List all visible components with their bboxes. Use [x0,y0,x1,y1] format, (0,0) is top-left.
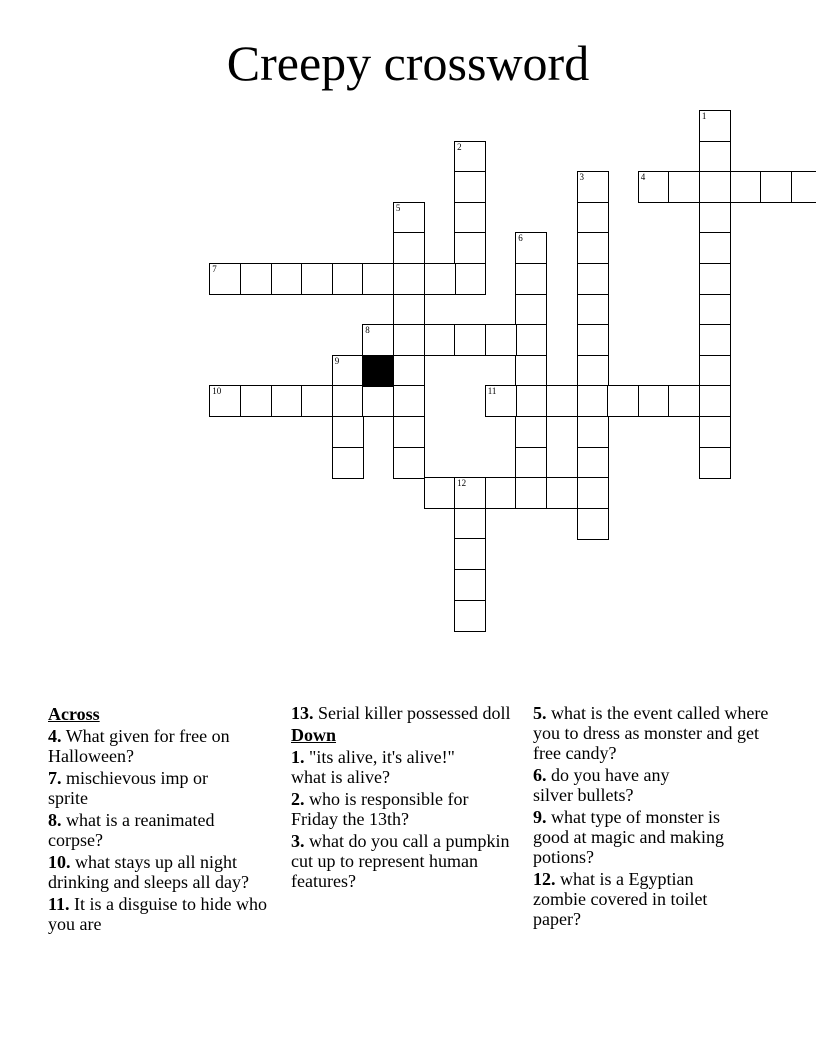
grid-cell[interactable] [454,508,486,540]
grid-cell[interactable] [760,171,792,203]
down-heading: Down [291,725,337,745]
grid-cell[interactable] [699,171,731,203]
clue-number: 5 [395,202,401,213]
grid-cell[interactable] [699,141,731,173]
clue-down-6: 6. do you have any silver bullets? [533,765,670,805]
clues-column-2 [291,703,531,893]
clue-across-7: 7. mischievous imp or sprite [48,768,208,808]
grid-cell[interactable] [393,385,425,417]
grid-cell[interactable] [515,263,547,295]
grid-cell[interactable] [454,324,486,356]
grid-cell[interactable] [577,447,609,479]
grid-cell[interactable] [332,447,364,479]
grid-cell[interactable] [271,263,303,295]
clue-number: 12 [457,478,467,489]
grid-cell[interactable] [577,477,609,509]
grid-cell[interactable] [515,385,547,417]
grid-cell[interactable] [577,202,609,234]
grid-cell[interactable] [668,385,700,417]
grid-cell[interactable] [577,324,609,356]
grid-cell[interactable] [393,232,425,264]
grid-cell[interactable] [699,202,731,234]
grid-cell[interactable] [515,447,547,479]
grid-cell[interactable] [577,232,609,264]
grid-cell[interactable] [485,324,517,356]
grid-cell[interactable] [638,171,670,203]
grid-cell[interactable] [577,508,609,540]
grid-cell[interactable] [332,355,364,387]
clue-number: 4 [640,172,646,183]
grid-cell[interactable] [699,232,731,264]
clue-down-5: 5. what is the event called where you to dress as monster and get free candy? [533,703,769,763]
grid-cell[interactable] [240,263,272,295]
grid-cell[interactable] [454,141,486,173]
grid-cell[interactable] [515,232,547,264]
grid-cell[interactable] [271,385,303,417]
grid-cell[interactable] [515,355,547,387]
clue-number: 3 [579,172,584,183]
grid-cell-black [362,355,394,387]
grid-cell[interactable] [393,447,425,479]
clue-across-13: 13. Serial killer possessed doll [291,703,511,723]
clue-number: 9 [334,355,340,366]
grid-cell[interactable] [668,171,700,203]
grid-cell[interactable] [393,294,425,326]
grid-cell[interactable] [424,324,456,356]
clue-number: 1 [701,111,707,121]
across-heading: Across [48,704,100,724]
grid-cell[interactable] [485,477,517,509]
grid-cell[interactable] [393,416,425,448]
clue-number: 8 [365,325,370,336]
clue-down-12: 12. what is a Egyptian zombie covered in toilet paper? [533,869,708,929]
grid-cell[interactable] [607,385,639,417]
grid-cell[interactable] [454,569,486,601]
clue-across-4: 4. What given for free on Halloween? [48,726,230,766]
clue-number: 10 [212,386,222,397]
grid-cell[interactable] [699,447,731,479]
page-title: Creepy crossword [226,35,590,91]
clue-number: 11 [487,386,497,397]
grid-cell[interactable] [393,324,425,356]
grid-cell[interactable] [577,416,609,448]
grid-cell[interactable] [332,416,364,448]
grid-cell[interactable] [577,171,609,203]
grid-cell[interactable] [577,385,609,417]
clue-down-9: 9. what type of monster is good at magic and making potions? [533,807,724,867]
grid-cell[interactable] [485,385,517,417]
grid-cell[interactable] [362,324,394,356]
grid-cell[interactable] [699,385,731,417]
grid-cell[interactable] [454,171,486,203]
grid-cell[interactable] [699,324,731,356]
grid-cell[interactable] [393,263,425,295]
grid-cell[interactable] [515,416,547,448]
grid-cell[interactable] [791,171,816,203]
clue-number: 6 [518,233,523,244]
grid-cell[interactable] [209,385,241,417]
grid-cell[interactable] [546,385,578,417]
grid-cell[interactable] [699,294,731,326]
grid-cell[interactable] [393,202,425,234]
clue-across-10: 10. what stays up all night drinking and sleeps all day? [48,852,249,892]
clue-number: 2 [457,141,462,152]
grid-cell[interactable] [546,477,578,509]
grid-cell[interactable] [393,355,425,387]
grid-cell[interactable] [301,385,333,417]
grid-cell[interactable] [454,600,486,632]
grid-cell[interactable] [332,385,364,417]
grid-cell[interactable] [515,324,547,356]
grid-cell[interactable] [454,232,486,264]
clues-column-3 [533,703,773,931]
grid-cell[interactable] [515,294,547,326]
clue-down-3: 3. what do you call a pumpkin cut up to represent human features? [291,831,510,891]
grid-cell[interactable] [577,294,609,326]
grid-cell[interactable] [699,355,731,387]
grid-cell[interactable] [301,263,333,295]
grid-cell[interactable] [454,538,486,570]
clue-down-2: 2. who is responsible for Friday the 13th? [291,789,469,829]
clue-across-8: 8. what is a reanimated corpse? [48,810,215,850]
grid-cell[interactable] [699,263,731,295]
grid-cell[interactable] [362,263,394,295]
grid-cell[interactable] [515,477,547,509]
grid-cell[interactable] [577,263,609,295]
grid-cell[interactable] [699,416,731,448]
grid-cell[interactable] [454,202,486,234]
grid-cell[interactable] [454,263,486,295]
grid-cell[interactable] [577,355,609,387]
grid-cell[interactable] [362,385,394,417]
grid-cell[interactable] [332,263,364,295]
grid-cell[interactable] [424,263,456,295]
grid-cell[interactable] [638,385,670,417]
clue-number: 7 [212,264,217,274]
grid-cell[interactable] [240,385,272,417]
clue-across-11: 11. It is a disguise to hide who you are [48,894,267,934]
grid-cell[interactable] [699,110,731,142]
grid-cell[interactable] [209,263,241,295]
clue-down-1: 1. "its alive, it's alive!" what is alive? [291,747,455,787]
grid-cell[interactable] [730,171,762,203]
grid-cell[interactable] [424,477,456,509]
grid-cell[interactable] [454,477,486,509]
clues-column-1 [48,703,288,936]
